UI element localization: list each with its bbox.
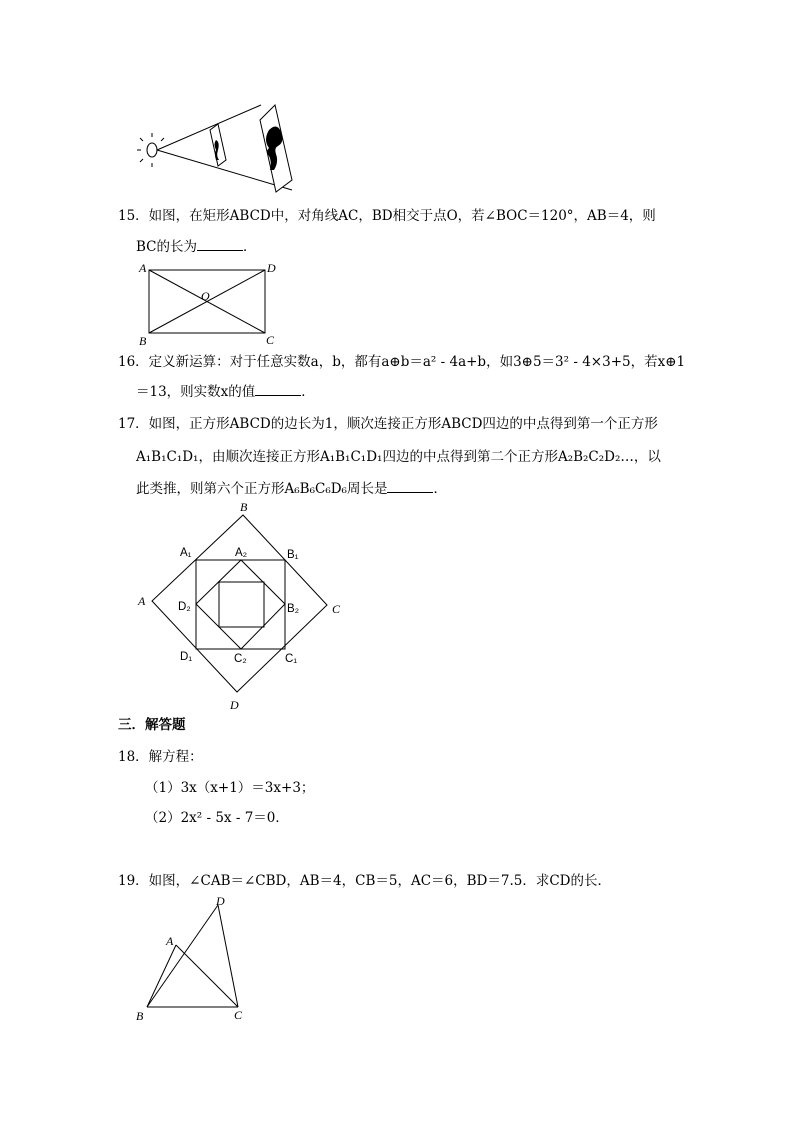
- q18-text-line1: 18．解方程：: [118, 749, 203, 765]
- q16-prompt: ＝13，则实数x的值: [136, 384, 256, 400]
- label-A2: A₂: [235, 547, 248, 559]
- label-B2: B₂: [287, 603, 300, 615]
- q18-sub2: （2）2x² - 5x - 7＝0．: [145, 810, 289, 826]
- label-O: O: [201, 289, 210, 303]
- answer-blank: [387, 479, 433, 493]
- label-B1: B₁: [287, 549, 299, 561]
- section-title: 三．解答题: [118, 717, 186, 733]
- label-A: A: [139, 261, 147, 275]
- label-B: B: [139, 334, 147, 348]
- label-D1: D₁: [180, 651, 193, 663]
- label-B: B: [240, 500, 248, 514]
- projection-figure: [130, 100, 300, 195]
- label-A1: A₁: [180, 547, 192, 559]
- q18-sub1: （1）3x（x+1）＝3x+3；: [145, 780, 315, 796]
- label-D2: D₂: [178, 601, 191, 613]
- label-C1: C₁: [285, 653, 298, 665]
- q15-prompt: BC的长为: [136, 239, 198, 255]
- label-A: A: [166, 934, 174, 948]
- answer-blank: [255, 382, 301, 396]
- square-A2B2C2D2: [196, 560, 285, 649]
- large-screen: [260, 105, 292, 192]
- q15-text-line1: 15．如图，在矩形ABCD中，对角线AC，BD相交于点O，若∠BOC＝120°，AB＝4，则: [118, 208, 656, 224]
- square-A3B3C3D3: [219, 582, 264, 627]
- q15-text-line2: BC的长为 ．: [136, 239, 257, 255]
- q17-text-line2: A₁B₁C₁D₁，由顺次连接正方形A₁B₁C₁D₁四边的中点得到第二个正方形A₂B₂C₂D₂…，以: [136, 449, 661, 465]
- q17-prompt: 此类推，则第六个正方形A₆B₆C₆D₆周长是: [136, 481, 388, 497]
- label-C: C: [332, 602, 341, 616]
- q19-text-line1: 19．如图，∠CAB＝∠CBD，AB＝4，CB＝5，AC＝6，BD＝7.5．求CD的长．: [118, 873, 612, 889]
- square-A1B1C1D1: [196, 560, 285, 649]
- label-C2: C₂: [234, 653, 247, 665]
- answer-blank: [197, 237, 243, 251]
- q16-text-line2: ＝13，则实数x的值 ．: [136, 384, 315, 400]
- label-B: B: [136, 1009, 144, 1023]
- q19-triangle-figure: [130, 893, 260, 1028]
- label-D: D: [216, 894, 225, 908]
- label-D: D: [267, 261, 276, 275]
- q17-text-line1: 17．如图，正方形ABCD的边长为1，顺次连接正方形ABCD四边的中点得到第一个正方形: [118, 416, 658, 432]
- label-C: C: [266, 333, 275, 347]
- label-C: C: [234, 1008, 243, 1022]
- q15-rectangle-figure: [135, 260, 285, 350]
- label-A: A: [138, 594, 146, 608]
- light-bulb-icon: [137, 133, 164, 167]
- q17-nested-squares-figure: [130, 496, 350, 716]
- label-D: D: [230, 698, 239, 712]
- q16-text-line1: 16．定义新运算：对于任意实数a，b，都有a⊕b＝a² - 4a+b，如3⊕5＝3² - 4×3+5，若x⊕1: [118, 354, 686, 370]
- q17-text-line3: 此类推，则第六个正方形A₆B₆C₆D₆周长是 ．: [136, 481, 447, 497]
